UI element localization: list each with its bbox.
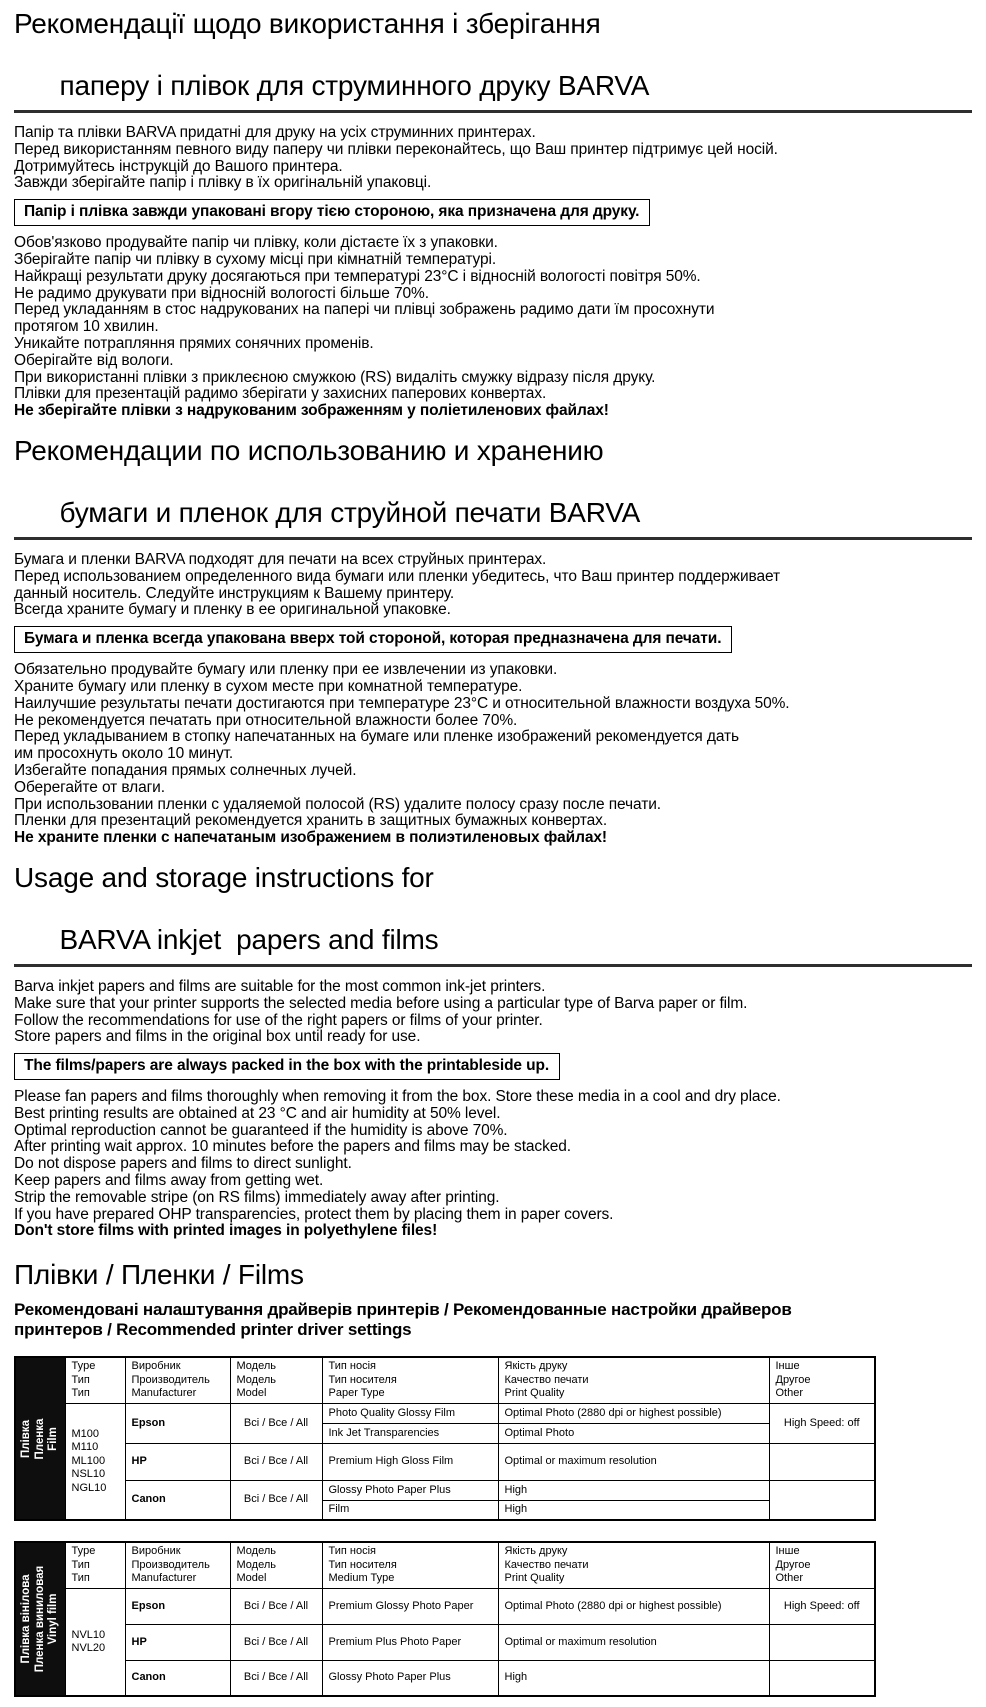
paper-type-cell: Premium High Gloss Film <box>322 1443 498 1480</box>
header-line: Другое <box>775 1373 811 1386</box>
text-line: Keep papers and films away from getting wet. <box>14 1172 324 1190</box>
header-line: Print Quality <box>504 1387 565 1400</box>
manufacturer-cell: HP <box>125 1624 230 1660</box>
text-line: Make sure that your printer supports the selected media before using a particular type of Barva paper or film. <box>14 994 748 1012</box>
header-line: Тип <box>71 1373 90 1386</box>
title-line: Usage and storage instructions for <box>14 861 434 893</box>
other-cell: High Speed: off <box>769 1588 875 1624</box>
text-line: Обязательно продувайте бумагу или пленку при ее извлечении из упаковки. <box>14 661 558 679</box>
type-code: NGL10 <box>71 1481 107 1494</box>
text-line: Бумага и пленки BARVA подходят для печати на всех струйных принтерах. <box>14 550 547 568</box>
paper-type-cell: Photo Quality Glossy Film <box>322 1403 498 1423</box>
model-cell: Bci / Bce / All <box>230 1480 322 1520</box>
header-manufacturer <box>125 1357 230 1403</box>
header-paper-type <box>322 1357 498 1403</box>
header-manufacturer <box>125 1542 230 1588</box>
title-line: паперу і плівок для струминного друку BARVA <box>59 70 650 101</box>
print-quality-cell: Optimal Photo <box>498 1423 769 1443</box>
text-line: При використанні плівки з приклеєною смужкою (RS) видаліть смужку відразу після друку. <box>14 368 656 386</box>
text-line: Do not dispose papers and films to direct sunlight. <box>14 1155 352 1173</box>
model-cell: Bci / Bce / All <box>230 1403 322 1443</box>
header-line: Производитель <box>131 1558 210 1571</box>
header-line: Модель <box>236 1360 276 1373</box>
text-line: Оберегайте от влаги. <box>14 778 165 796</box>
text-line: Please fan papers and films thoroughly when removing it from the box. Store these media in a cool and dry place. <box>14 1088 781 1106</box>
notes-ua <box>14 235 972 420</box>
header-line: Medium Type <box>328 1572 395 1585</box>
header-line: Виробник <box>131 1360 181 1373</box>
header-line: Other <box>775 1387 804 1400</box>
packing-note-box-en: The films/papers are always packed in the box with the printableside up. <box>14 1053 560 1080</box>
divider-rule <box>14 964 972 967</box>
title-line: BARVA inkjet papers and films <box>59 923 439 955</box>
text-line: Храните бумагу или пленку в сухом месте при комнатной температуре. <box>14 677 523 695</box>
header-print-quality <box>498 1542 769 1588</box>
title-line: Рекомендації щодо використання і зберігання <box>14 8 601 39</box>
header-line: Другое <box>775 1558 811 1571</box>
side-label-line: Плівка вінілова <box>20 1574 32 1664</box>
divider-rule <box>14 110 972 113</box>
text-line: Завжди зберігайте папір і плівку в їх оригінальній упаковці. <box>14 174 432 192</box>
paper-type-cell: Glossy Photo Paper Plus <box>322 1480 498 1500</box>
section-title-en <box>14 862 972 955</box>
print-quality-cell: Optimal or maximum resolution <box>498 1624 769 1660</box>
manufacturer-cell: HP <box>125 1443 230 1480</box>
header-print-quality <box>498 1357 769 1403</box>
table-side-label-vinyl-film <box>15 1542 65 1696</box>
text-line: Не радимо друкувати при відносній вологості більше 70%. <box>14 284 429 302</box>
paper-type-cell: Premium Glossy Photo Paper <box>322 1588 498 1624</box>
header-line: Якість друку <box>504 1360 568 1373</box>
notes-ru <box>14 662 972 847</box>
header-line: Модель <box>236 1373 276 1386</box>
rotated-label <box>20 1566 61 1672</box>
header-line: Тип носія <box>328 1360 376 1373</box>
notes-en <box>14 1089 972 1240</box>
text-line: Рекомендовані налаштування драйверів принтерів / Рекомендованные настройки драйверов <box>14 1300 792 1320</box>
header-line: Type <box>71 1360 96 1373</box>
text-line: Плівки для презентацій радимо зберігати у захисних паперових конвертах. <box>14 385 547 403</box>
other-cell <box>769 1624 875 1660</box>
type-code: NVL20 <box>71 1642 106 1655</box>
text-line: Перед використанням певного виду паперу чи плівки переконайтесь, що Ваш принтер підтримує цей носій. <box>14 140 778 158</box>
rotated-label <box>20 1418 61 1459</box>
header-line: Виробник <box>131 1545 181 1558</box>
print-quality-cell: High <box>498 1660 769 1696</box>
text-line: принтеров / Recommended printer driver settings <box>14 1320 412 1340</box>
header-line: Model <box>236 1572 267 1585</box>
print-quality-cell: Optimal Photo (2880 dpi or highest possible) <box>498 1588 769 1624</box>
title-line: Рекомендации по использованию и хранению <box>14 434 604 466</box>
text-line: Избегайте попадания прямых солнечных лучей. <box>14 761 357 779</box>
text-line: При использовании пленки с удаляемой полосой (RS) удалите полосу сразу после печати. <box>14 795 661 813</box>
paper-type-cell: Premium Plus Photo Paper <box>322 1624 498 1660</box>
text-line: Оберігайте від вологи. <box>14 351 174 369</box>
paper-type-cell: Ink Jet Transparencies <box>322 1423 498 1443</box>
type-code: NSL10 <box>71 1468 106 1481</box>
other-cell <box>769 1480 875 1520</box>
header-line: Производитель <box>131 1373 210 1386</box>
title-line: бумаги и пленок для струйной печати BARVA <box>59 496 641 528</box>
header-line: Тип <box>71 1558 90 1571</box>
type-code: M110 <box>71 1441 99 1454</box>
packing-note-box-ua: Папір і плівка завжди упаковані вгору тією стороною, яка призначена для друку. <box>14 199 650 226</box>
header-line: Print Quality <box>504 1572 565 1585</box>
text-line: протягом 10 хвилин. <box>14 318 159 336</box>
manufacturer-cell: Canon <box>125 1660 230 1696</box>
text-line: Перед использованием определенного вида бумаги или пленки убедитесь, что Ваш принтер поддерживает <box>14 567 780 585</box>
warning-line-ru: Не храните пленки с напечатаным изображением в полиэтиленовых файлах! <box>14 829 607 847</box>
text-line: Пленки для презентаций рекомендуется хранить в защитных бумажных конвертах. <box>14 812 608 830</box>
packing-note-box-ru: Бумага и пленка всегда упакована вверх той стороной, которая предназначена для печати. <box>14 626 732 653</box>
header-line: Тип носителя <box>328 1558 397 1571</box>
text-line: Strip the removable stripe (on RS films) immediately away after printing. <box>14 1188 500 1206</box>
text-line: Обов'язково продувайте папір чи плівку, коли дістаєте їх з упаковки. <box>14 234 498 252</box>
text-line: данный носитель. Следуйте инструкциям к Вашему принтеру. <box>14 584 455 602</box>
text-line: After printing wait approx. 10 minutes before the papers and films may be stacked. <box>14 1138 571 1156</box>
text-line: Follow the recommendations for use of the right papers or films of your printer. <box>14 1011 543 1029</box>
text-line: им просохнуть около 10 минут. <box>14 745 234 763</box>
manufacturer-cell: Epson <box>125 1588 230 1624</box>
vinyl-film-table <box>14 1541 876 1697</box>
header-model <box>230 1357 322 1403</box>
header-line: Інше <box>775 1545 800 1558</box>
print-quality-cell: Optimal or maximum resolution <box>498 1443 769 1480</box>
header-line: Type <box>71 1545 96 1558</box>
type-codes-cell <box>65 1588 125 1696</box>
warning-line-en: Don't store films with printed images in polyethylene files! <box>14 1222 438 1240</box>
header-other <box>769 1357 875 1403</box>
header-model <box>230 1542 322 1588</box>
text-line: Дотримуйтесь інструкцій до Вашого принтера. <box>14 157 343 175</box>
text-line: Перед укладанням в стос надрукованих на папері чи плівці зображень радимо дати їм просохнути <box>14 301 715 319</box>
header-other <box>769 1542 875 1588</box>
side-label-line: Пленка <box>33 1418 46 1460</box>
header-type <box>65 1542 125 1588</box>
films-heading: Плівки / Пленки / Films <box>14 1259 304 1291</box>
model-cell: Bci / Bce / All <box>230 1660 322 1696</box>
print-quality-cell: High <box>498 1480 769 1500</box>
paper-type-cell: Film <box>322 1500 498 1520</box>
text-line: Best printing results are obtained at 23 °C and air humidity at 50% level. <box>14 1104 501 1122</box>
header-line: Manufacturer <box>131 1572 197 1585</box>
header-line: Тип <box>71 1387 90 1400</box>
intro-en <box>14 979 972 1046</box>
model-cell: Bci / Bce / All <box>230 1588 322 1624</box>
side-label-line: Пленка виниловая <box>33 1566 46 1673</box>
side-label-line: Плівка <box>20 1419 32 1458</box>
header-medium-type <box>322 1542 498 1588</box>
warning-line-ua: Не зберігайте плівки з надрукованим зображенням у поліетиленових файлах! <box>14 402 609 420</box>
side-label-line: Film <box>47 1426 59 1451</box>
section-ukrainian <box>14 8 972 420</box>
text-line: Optimal reproduction cannot be guaranteed if the humidity is above 70%. <box>14 1121 508 1139</box>
text-line: Папір та плівки BARVA придатні для друку на усіх струминних принтерах. <box>14 124 536 141</box>
header-line: Качество печати <box>504 1558 589 1571</box>
header-type <box>65 1357 125 1403</box>
text-line: Уникайте потрапляння прямих сонячних променів. <box>14 334 374 352</box>
side-label-line: Vinyl film <box>47 1593 59 1645</box>
text-line: Не рекомендуется печатать при относительной влажности более 70%. <box>14 711 518 729</box>
text-line: Найкращі результати друку досягаються при температурі 23°C і відносній вологості повітря 50%. <box>14 267 701 285</box>
type-code: ML100 <box>71 1454 106 1467</box>
header-line: Тип носителя <box>328 1373 397 1386</box>
text-line: Перед укладыванием в стопку напечатанных на бумаге или пленке изображений рекомендуется дать <box>14 728 740 746</box>
other-cell: High Speed: off <box>769 1403 875 1443</box>
model-cell: Bci / Bce / All <box>230 1624 322 1660</box>
header-line: Тип <box>71 1572 90 1585</box>
section-title-ua <box>14 8 972 101</box>
header-line: Інше <box>775 1360 800 1373</box>
print-quality-cell: Optimal Photo (2880 dpi or highest possible) <box>498 1403 769 1423</box>
manufacturer-cell: Canon <box>125 1480 230 1520</box>
paper-type-cell: Glossy Photo Paper Plus <box>322 1660 498 1696</box>
header-line: Paper Type <box>328 1387 385 1400</box>
films-table <box>14 1356 876 1521</box>
text-line: Наилучшие результаты печати достигаются при температуре 23°C и относительной влажности воздуха 50%. <box>14 694 790 712</box>
intro-ru <box>14 552 972 619</box>
header-line: Модель <box>236 1545 276 1558</box>
settings-heading <box>14 1300 972 1340</box>
intro-ua <box>14 125 972 192</box>
type-codes-cell <box>65 1403 125 1520</box>
manufacturer-cell: Epson <box>125 1403 230 1443</box>
text-line: If you have prepared OHP transparencies, protect them by placing them in paper covers. <box>14 1205 614 1223</box>
text-line: Зберігайте папір чи плівку в сухому місці при кімнатній температурі. <box>14 250 497 268</box>
other-cell <box>769 1660 875 1696</box>
table-side-label-film <box>15 1357 65 1520</box>
header-line: Якість друку <box>504 1545 568 1558</box>
header-line: Тип носія <box>328 1545 376 1558</box>
section-title-ru <box>14 435 972 528</box>
print-quality-cell: High <box>498 1500 769 1520</box>
header-line: Model <box>236 1387 267 1400</box>
header-line: Модель <box>236 1558 276 1571</box>
other-cell <box>769 1443 875 1480</box>
section-english <box>14 862 972 1240</box>
section-russian <box>14 435 972 847</box>
text-line: Всегда храните бумагу и пленку в ее оригинальной упаковке. <box>14 601 451 619</box>
header-line: Manufacturer <box>131 1387 197 1400</box>
type-code: NVL10 <box>71 1628 106 1641</box>
text-line: Store papers and films in the original box until ready for use. <box>14 1028 421 1046</box>
header-line: Качество печати <box>504 1373 589 1386</box>
divider-rule <box>14 537 972 540</box>
text-line: Barva inkjet papers and films are suitable for the most common ink-jet printers. <box>14 977 546 995</box>
model-cell: Bci / Bce / All <box>230 1443 322 1480</box>
header-line: Other <box>775 1572 804 1585</box>
type-code: M100 <box>71 1427 100 1440</box>
